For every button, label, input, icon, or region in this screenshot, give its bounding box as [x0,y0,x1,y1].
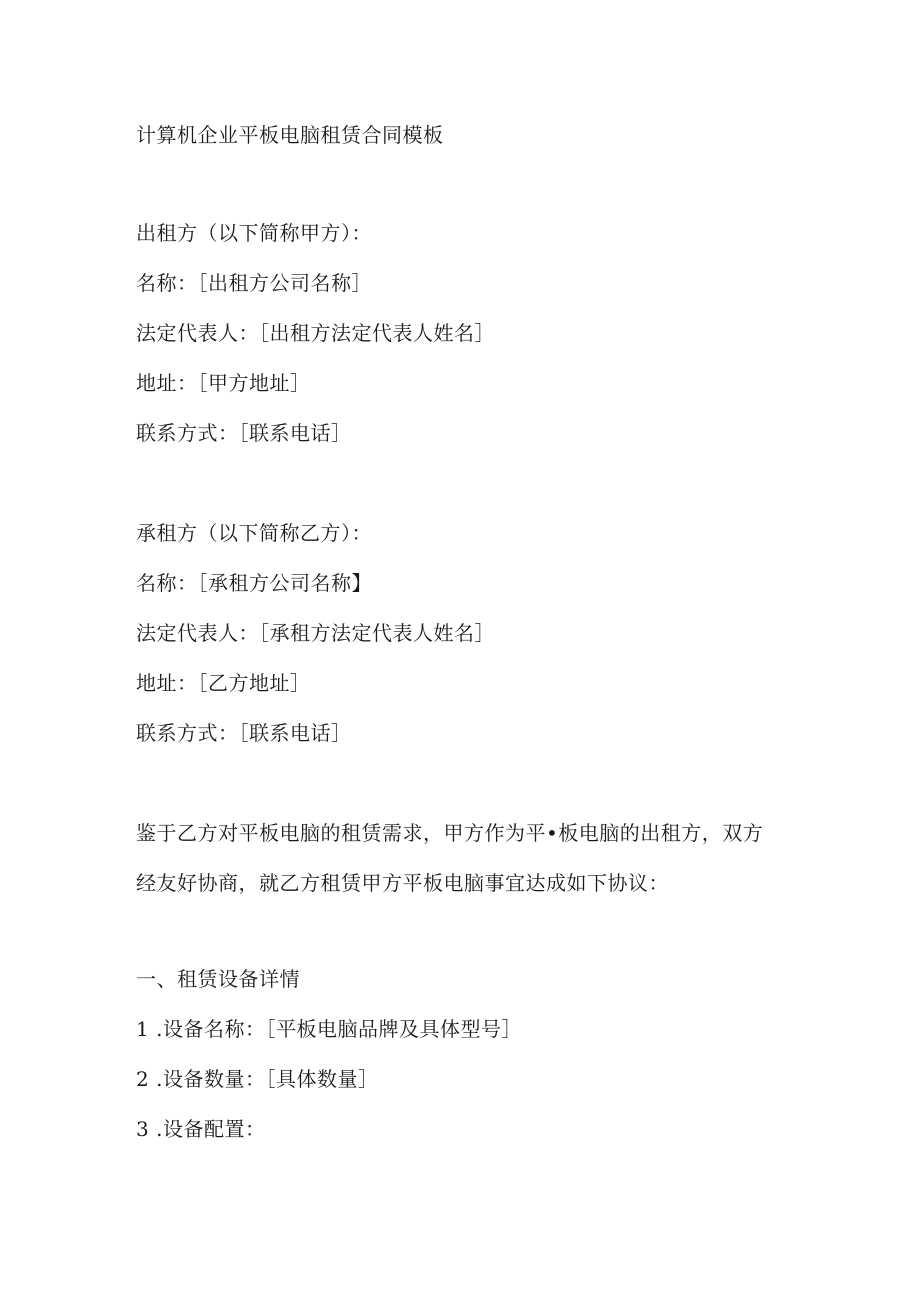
preamble-line-1: 鉴于乙方对平板电脑的租赁需求，甲方作为平•板电脑的出租方，双方 [136,821,764,845]
lessor-name: 名称：［出租方公司名称］ [136,271,372,295]
section1-item-2: 2 .设备数量：［具体数量］ [136,1067,379,1091]
lessor-address: 地址：［甲方地址］ [136,371,311,395]
section1-heading: 一、租赁设备详情 [136,967,300,991]
section1-item-1: 1 .设备名称：［平板电脑品牌及具体型号］ [136,1017,522,1041]
lessee-address: 地址：［乙方地址］ [136,671,311,695]
lessor-contact: 联系方式：［联系电话］ [136,421,352,445]
preamble-line-2: 经友好协商，就乙方租赁甲方平板电脑事宜达成如下协议： [136,871,669,895]
lessee-heading: 承租方（以下简称乙方）： [136,521,372,545]
lessee-contact: 联系方式：［联系电话］ [136,721,352,745]
lessor-heading: 出租方（以下简称甲方）： [136,221,372,245]
lessee-name: 名称：［承租方公司名称】 [136,571,372,595]
document-title: 计算机企业平板电脑租赁合同模板 [136,123,444,147]
lessee-representative: 法定代表人：［承租方法定代表人姓名］ [136,621,495,645]
section1-item-3: 3 .设备配置： [136,1117,266,1141]
lessor-representative: 法定代表人：［出租方法定代表人姓名］ [136,321,495,345]
